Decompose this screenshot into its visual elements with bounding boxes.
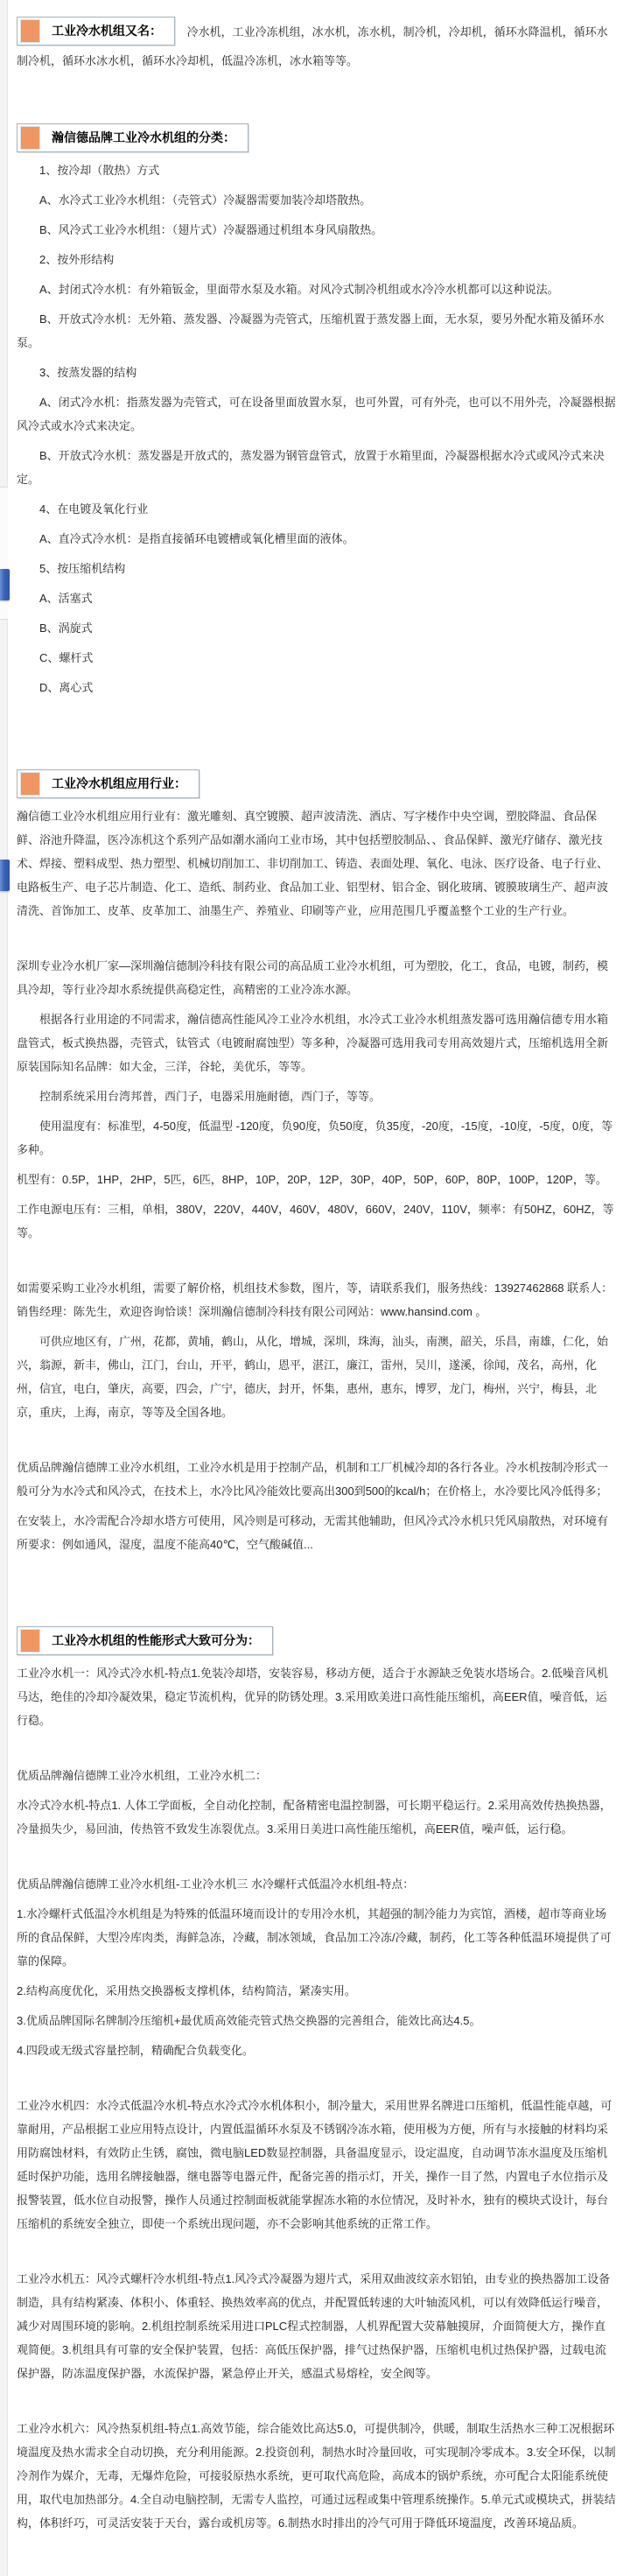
section-industries: [17, 769, 616, 1556]
industry-paragraph: 优质品牌瀚信德牌工业冷水机组，工业冷水机是用于控制产品，机制和工厂机械冷却的各行各业。冷水机按制冷形式一般可分为水冷式和风冷式，在技术上，水冷比风冷能效比要高出300到500的kcal/h；在价格上，水冷要比风冷低得多；: [17, 1461, 609, 1498]
industry-paragraph: 机型有：0.5P，1HP，2HP，5匹，6匹，8HP，10P，20P，12P，30P，40P，50P，60P，80P，100P，120P，等。: [17, 1173, 607, 1186]
classification-item: B、开放式冷水机：蒸发器是开放式的，蒸发器为钢管盘管式，放置于水箱里面，冷凝器根据水冷式或风冷式来决定。: [17, 449, 605, 486]
performance-paragraph: 工业冷水机六：风冷热泵机组-特点1.高效节能，综合能效比高达5.0，可提供制冷，供暖，制取生活热水三种工况根据环境温度及热水需求全自动切换，充分利用能源。2.投资创利，制热水时冷量回收，可实现制冷零成本。3.安全环保，以制冷剂作为媒介，无毒，无爆炸危险，可接驳原热水系统，更可取代高危险，高成本的锅炉系统，亦可配合太阳能系统使用，取代电加热部分。4.全自动电脑控制，无需专人监控，可通过远程或集中管理系统操作。5.单元式或模块式，拼装结构，体积纤巧，可灵活安装于天台，露台或机房等。6.制热水时排出的冷气可用于降低环境温度，改善环境品质。: [17, 2422, 616, 2530]
performance-paragraph: 工业冷水机五：风冷式螺杆冷水机组-特点1.风冷式冷凝器为翅片式，采用双曲波纹亲水铝铂，由专业的换热器加工设备制造，具有结构紧凑、体积小、体重轻、换热效率高的优点，并配置低转速的大叶轴流风机，可以有效降低运行噪音，减少对周围环境的影响。2.机组控制系统采用进口PLC程式控制器，人机界配置大荧幕触摸屏，介面简便大方，操作直观简便。3.机组具有可靠的安全保护装置，包括：高低压保护器，排气过热保护器，压缩机电机过热保护器，过载电流保护器，防冻温度保护器，水流保护器，紧急停止开关，感温式易熔栓，安全阀等。: [17, 2272, 611, 2380]
section-bullet-icon: [20, 1629, 40, 1653]
section-bullet-icon: [20, 19, 40, 43]
performance-paragraph: 1.水冷螺杆式低温冷水机组是为特殊的低温环境而设计的专用冷水机，其超强的制冷能力为宾馆，酒楼，超市等商业场所的食品保鲜，大型冷库肉类，海鲜急冻，冷藏，制冰领域，食品加工冷冻/冷藏，制药，化工等各种低温环境提供了可靠的保障。: [17, 1907, 612, 1968]
classification-item: B、风冷式工业冷水机组：（翅片式）冷凝器通过机组本身风扇散热。: [39, 223, 383, 236]
classification-item: C、螺杆式: [39, 651, 94, 664]
section-names-header: [17, 17, 175, 46]
classification-item: 4、在电镀及氧化行业: [39, 502, 149, 516]
section-classification-headrow: [17, 123, 616, 152]
classification-item: A、直冷式冷水机：是指直接循环电镀槽或氧化槽里面的液体。: [39, 532, 354, 545]
performance-paragraph: 水冷式冷水机-特点1. 人体工学面板，全自动化控制，配备精密电温控制器，可长期平稳运行。2.采用高效传热换热器，冷量损失少，易回油，传热管不致发生冻裂优点。3.采用日美进口高性能压缩机，高EER值，噪声低，运行稳。: [17, 1799, 612, 1835]
section-industries-headrow: [17, 769, 616, 798]
industry-paragraph: 在安装上，水冷需配合冷却水塔方可使用，风冷则是可移动，无需其他辅助，但风冷式冷水机只凭风扇散热，对环境有所要求：例如通风，湿度，温度不能高40℃，空气酸碱值...: [17, 1514, 609, 1551]
classification-item: B、开放式冷水机：无外箱、蒸发器、冷凝器为壳管式，压缩机置于蒸发器上面，无水泵，要另外配水箱及循环水泵。: [17, 312, 605, 349]
classification-item: 2、按外形结构: [39, 253, 115, 266]
classification-item: A、封闭式冷水机：有外箱钣金，里面带水泵及水箱。对风冷式制冷机组或水冷冷水机都可以这种说法。: [39, 283, 559, 296]
section-bullet-icon: [20, 126, 40, 150]
performance-paragraph: 优质品牌瀚信德牌工业冷水机组，工业冷水机二：: [17, 1769, 268, 1782]
page-left-gutter: [0, 0, 8, 2576]
floating-sidebar-tab-top[interactable]: [0, 569, 10, 600]
classification-item: A、水冷式工业冷水机组：（壳管式）冷凝器需要加装冷却塔散热。: [39, 193, 372, 207]
industry-paragraph: 根据各行业用途的不同需求，瀚信德高性能风冷工业冷水机组，水冷式工业冷水机组蒸发器可选用瀚信德专用水箱盘管式，板式换热器，壳管式，钛管式（电镀耐腐蚀型）等多种，冷凝器可选用我司专用高效翅片式，压缩机选用全新原装国际知名品牌：如大金，三洋，谷轮，美优乐，等等。: [17, 1013, 609, 1073]
performance-paragraph: 工业冷水机一：风冷式冷水机-特点1.免装冷却塔，安装容易，移动方便，适合于水源缺乏免装水塔场合。2.低噪音风机马达，绝佳的冷却冷凝效果，稳定节流机构，优异的防锈处理。3.采用欧美进口高性能压缩机，高EER值，噪音低，运行稳。: [17, 1667, 609, 1727]
performance-paragraph: 2.结构高度优化，采用热交换器板支撑机体，结构简洁，紧凑实用。: [17, 1984, 356, 1997]
classification-item: A、活塞式: [39, 592, 93, 605]
section-industries-header: [17, 769, 200, 798]
classification-item: B、涡旋式: [39, 621, 93, 635]
section-performance-title: 工业冷水机组的性能形式大致可分为：: [52, 1633, 260, 1647]
industry-paragraph-regions: 可供应地区有，广州，花都，黄埔，鹤山，从化，增城，深圳，珠海，汕头，南澳，韶关，乐昌，南雄，仁化，始兴，翁源，新丰，佛山，江门，台山，开平，鹤山，恩平，湛江，廉江，雷州，吴川，遂溪，徐闻，茂名，高州，化州，信宜，电白，肇庆，高要，四会，广宁，德庆，封开，怀集，惠州，惠东，博罗，龙门，梅州，兴宁，梅县，北京，重庆，上海，南京，等等及全国各地。: [17, 1335, 609, 1419]
performance-paragraph: 3.优质品牌国际名牌制冷压缩机+最优质高效能壳管式热交换器的完善组合，能效比高达4.5。: [17, 2014, 481, 2027]
industry-paragraph: 工作电源电压有：三相，单相，380V，220V，440V，460V，480V，660V，240V，110V，频率：有50HZ，60HZ，等等。: [17, 1203, 614, 1239]
section-names-title: 工业冷水机组又名：: [52, 24, 162, 38]
section-bullet-icon: [20, 772, 40, 796]
section-performance-header: [17, 1626, 273, 1655]
classification-item: 1、按冷却（散热）方式: [39, 164, 160, 177]
floating-sidebar-tab-bottom[interactable]: [0, 860, 10, 891]
section-classification-title: 瀚信德品牌工业冷水机组的分类：: [52, 130, 235, 144]
performance-paragraph: 4.四段或无级式容量控制，精确配合负载变化。: [17, 2044, 254, 2057]
performance-paragraph: 优质品牌瀚信德牌工业冷水机组-工业冷水机三 水冷螺杆式低温冷水机组-特点：: [17, 1878, 415, 1891]
article-content: [8, 0, 630, 2576]
classification-item: 5、按压缩机结构: [39, 562, 126, 575]
industry-paragraph: 控制系统采用台湾邦普，西门子，电器采用施耐德，西门子，等等。: [39, 1090, 382, 1103]
classification-item: 3、按蒸发器的结构: [39, 366, 137, 379]
section-industries-title: 工业冷水机组应用行业：: [52, 776, 186, 790]
industry-paragraph-contact: 如需要采购工业冷水机组，需要了解价格，机组技术参数，图片，等，请联系我们，服务热线：13927462868 联系人：销售经理：陈先生，欢迎咨询恰谈！深圳瀚信德制冷科技有限公司网站：www.hansind.com 。: [17, 1281, 613, 1318]
industry-paragraph: 使用温度有：标准型，4-50度，低温型 -120度，负90度，负50度，负35度，-20度，-15度，-10度，-5度，0度，等多种。: [17, 1120, 613, 1156]
industry-paragraph: 瀚信德工业冷水机组应用行业有：激光雕刻、真空镀膜、超声波清洗、酒店、写字楼作中央空调，塑胶降温、食品保鲜、浴池升降温，医冷冻机这个系列产品如潮水涌向工业市场，其中包括塑胶制品、、食品保鲜、激光疗储存、激光技术、焊接、塑料成型、热力塑型、机械切削加工、非切削加工、铸造、表面处理、氧化、电泳、医疗设备、电子行业、电路板生产、电子芯片制造、化工、造纸、制药业、食品加工业、铝型材、铝合金、钢化玻璃、镀膜玻璃生产、超声波清洗、首饰加工、皮革、皮革加工、油墨生产、养殖业、印刷等产业，应用范围几乎覆盖整个工业的生产行业。: [17, 810, 609, 917]
performance-paragraph: 工业冷水机四：水冷式低温冷水机-特点水冷式冷水机体积小，制冷量大，采用世界名牌进口压缩机，低温性能卓越，可靠耐用，产品根据工业应用特点设计，内置低温循环水泵及不锈钢冷冻水箱，使用极为方便，所有与水接触的材料均采用防腐蚀材料，有效防止生锈，腐蚀，微电脑LED数显控制器，具备温度显示，设定温度，自动调节冻水温度及压缩机延时保护功能，选用名牌接触器，继电器等电器元件，配备完善的指示灯，开关，操作一目了然，内置电子水位指示及报警装置，低水位自动报警，操作人员通过控制面板就能掌握冻水箱的水位情况，及时补水，独有的模块式设计，每台压缩机的系统安全独立，即使一个系统出现问题，亦不会影响其他系统的正常工作。: [17, 2099, 612, 2230]
section-names-text: 冷水机，工业冷冻机组，冰水机，冻水机，制冷机，冷却机，循环水降温机，循环水制冷机，循环水冰水机，循环水冷却机，低温冷冻机，冰水箱等等。: [17, 25, 608, 67]
section-classification-header: [17, 123, 248, 152]
industry-paragraph: 深圳专业冷水机厂家—深圳瀚信德制冷科技有限公司的高品质工业冷水机组，可为塑胶，化工，食品，电镀，制药，模具冷却，等行业冷却水系统提供高稳定性，高精密的工业冷冻水源。: [17, 959, 609, 996]
section-names: [17, 17, 616, 73]
classification-item: A、闭式冷水机：指蒸发器为壳管式，可在设备里面放置水泵，也可外置，可有外壳，也可以不用外壳，冷凝器根据风冷式或水冷式来决定。: [17, 396, 616, 432]
section-performance: [17, 1626, 616, 2535]
classification-item: D、离心式: [39, 681, 94, 694]
section-classification: [17, 123, 616, 699]
section-performance-headrow: [17, 1626, 616, 1655]
